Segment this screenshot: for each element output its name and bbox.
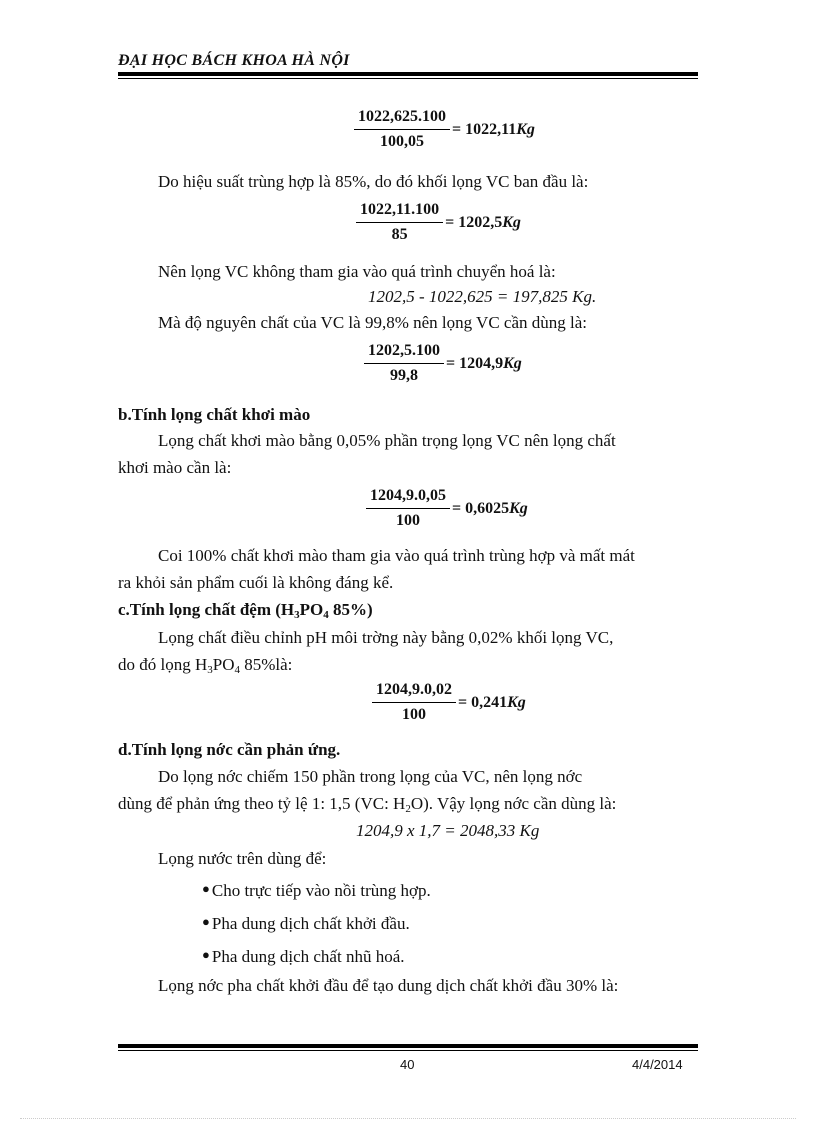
formula-3: $\frac{1202,5.100}{99,8}$ = 1204,9 Kg <box>366 342 522 385</box>
page-number: 40 <box>400 1057 415 1072</box>
section-heading-d: d.Tính lọng nớc cần phản ứng. <box>118 740 341 759</box>
bullet-icon: ● <box>202 914 210 929</box>
footer-rule-thin <box>118 1050 698 1051</box>
list-item: ● Pha dung dịch chất khởi đầu. <box>202 914 410 933</box>
paragraph: Do lọng nớc chiếm 150 phần trong lọng của VC, nên lọng nớc <box>158 767 583 786</box>
paragraph: Lọng chất khơi mào bằng 0,05% phần trọng lọng VC nên lọng chất <box>158 431 616 450</box>
page-date: 4/4/2014 <box>632 1057 683 1072</box>
paragraph: Lọng nước trên dùng để: <box>158 849 327 868</box>
formula-2: $\frac{1022,11.100}{85}$ = 1202,5 Kg <box>358 201 521 244</box>
page-edge-divider <box>20 1118 796 1119</box>
formula-5: $\frac{1204,9.0,02}{100}$ = 0,241 Kg <box>374 681 526 724</box>
paragraph: Do hiệu suất trùng hợp là 85%, do đó khối lọng VC ban đầu là: <box>158 172 589 191</box>
footer-rule-thick <box>118 1044 698 1048</box>
calculation: 1202,5 - 1022,625 = 197,825 Kg. <box>368 287 597 306</box>
paragraph: Lọng chất điều chỉnh pH môi trờng này bằng 0,02% khối lọng VC, <box>158 628 614 647</box>
bullet-icon: ● <box>202 947 210 962</box>
paragraph: Lọng nớc pha chất khởi đầu để tạo dung dịch chất khởi đầu 30% là: <box>158 976 619 995</box>
paragraph: do đó lọng $H_3PO_4$ 85%là: <box>118 655 293 676</box>
header-title: ĐẠI HỌC BÁCH KHOA HÀ NỘI <box>118 52 350 69</box>
header-rule-thick <box>118 72 698 76</box>
formula-4: $\frac{1204,9.0,05}{100}$ = 0,6025 Kg <box>368 487 528 530</box>
paragraph: khơi mào cần là: <box>118 458 232 477</box>
paragraph: dùng để phản ứng theo tỷ lệ 1: 1,5 (VC: $H_2O$). Vậy lọng nớc cần dùng là: <box>118 794 617 815</box>
paragraph: ra khỏi sản phẩm cuối là không đáng kể. <box>118 573 394 592</box>
paragraph: Mà độ nguyên chất của VC là 99,8% nên lọng VC cần dùng là: <box>158 313 588 332</box>
formula-1: $\frac{1022,625.100}{100,05}$ = 1022,11 Kg <box>356 108 535 151</box>
paragraph: Nên lọng VC không tham gia vào quá trình chuyển hoá là: <box>158 262 556 281</box>
section-heading-b: b.Tính lọng chất khơi mào <box>118 405 311 424</box>
paragraph: Coi 100% chất khơi mào tham gia vào quá trình trùng hợp và mất mát <box>158 546 635 565</box>
list-item: ● Cho trực tiếp vào nồi trùng hợp. <box>202 881 431 900</box>
section-heading-c: c.Tính lọng chất đệm ($H_3PO_4$ 85%) <box>118 600 373 621</box>
list-item: ● Pha dung dịch chất nhũ hoá. <box>202 947 405 966</box>
header-rule-thin <box>118 78 698 79</box>
calculation: 1204,9 x 1,7 = 2048,33 Kg <box>356 821 540 840</box>
bullet-icon: ● <box>202 881 210 896</box>
